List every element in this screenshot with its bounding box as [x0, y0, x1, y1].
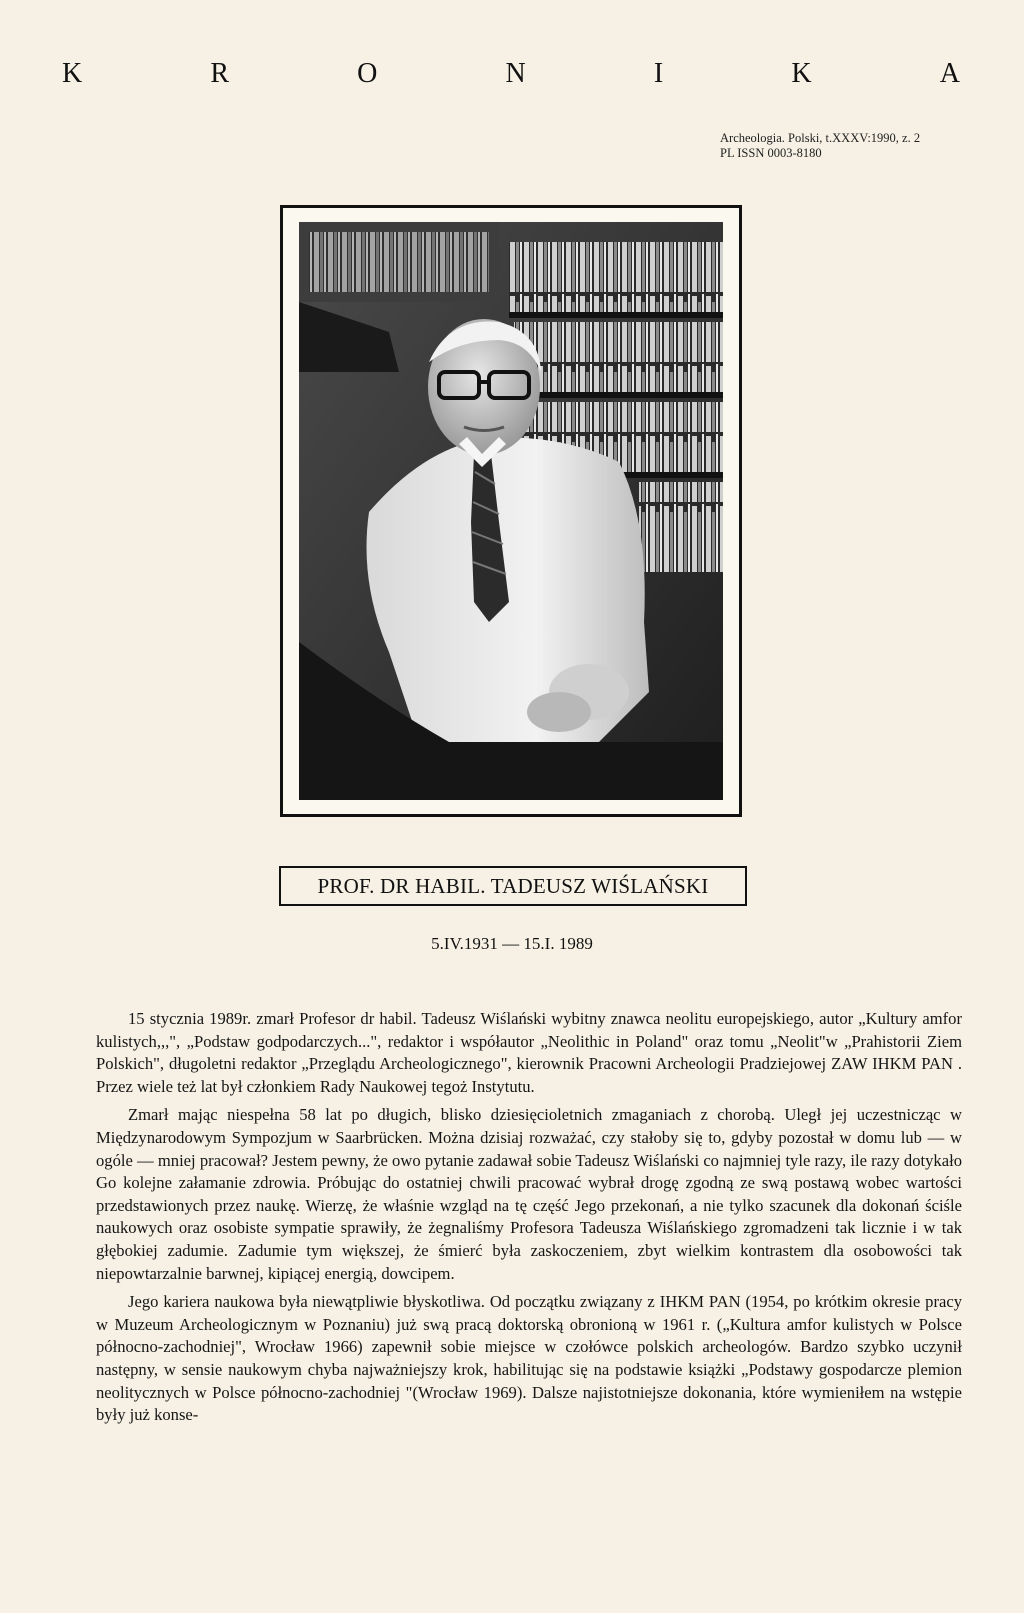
portrait-illustration [299, 222, 723, 800]
portrait-frame [280, 205, 742, 817]
section-letter: R [210, 58, 232, 89]
section-letter: K [791, 58, 814, 89]
section-letter: K [62, 58, 85, 89]
paragraph: Jego kariera naukowa była niewątpliwie błyskotliwa. Od początku związany z IHKM PAN (1954, po krótkim okresie pracy w Muzeum Archeologicznym w Poznaniu) już swą pracą doktorską obronioną w 1961 r. („Kultura amfor kulistych w Polsce północno-zachodniej", Wrocław 1966) zapewnił sobie miejsce w czołówce polskich archeologów. Bardzo szybko uczynił następny, w sensie naukowym chyba najważniejszy krok, habilitując się na podstawie książki „Podstawy gospodarcze plemion neolitycznych w Polsce północno-zachodniej "(Wrocław 1969). Dalsze najistotniejsze dokonania, które wymieniłem na wstępie były już konse- [96, 1292, 962, 1425]
obituary-name: PROF. DR HABIL. TADEUSZ WIŚLAŃSKI [279, 866, 747, 906]
portrait-photo [299, 222, 723, 800]
journal-citation [720, 131, 920, 161]
section-title-kronika [62, 58, 962, 90]
citation-issn: PL ISSN 0003-8180 [720, 146, 822, 160]
citation-journal: Archeologia. Polski, t.XXXV:1990, z. 2 [720, 131, 921, 145]
section-letter: N [505, 58, 528, 89]
life-dates: 5.IV.1931 — 15.I. 1989 [431, 934, 593, 953]
section-letter: O [357, 58, 380, 89]
paragraph: Zmarł mając niespełna 58 lat po długich, blisko dziesięcioletnich zmaganiach z chorobą. Uległ jej uczestnicząc w Międzynarodowym Sympozjum w Saarbrücken. Można dzisiaj rozważać, czy stałoby się to, gdyby pozostał w domu lub — w ogóle — mniej pracował? Jestem pewny, że owo pytanie zadawał sobie Tadeusz Wiślański co najmniej tyle razy, ile razy dotykało Go kolejne załamanie zdrowia. Próbując do ostatniej chwili pracować wybrał drogę zgodną ze swą postawą wobec wartości przedstawionych przez naukę. Wierzę, że właśnie wzgląd na tę część Jego przekonań, a nie tylko szacunek dla dokonań ściśle naukowych oraz osobiste sympatie sprawiły, że żegnaliśmy Profesora Tadeusza Wiślańskiego zgromadzeni tak licznie i w tak głębokiej zadumie. Zadumie tym większej, że śmierć była zaskoczeniem, zbyt wielkim kontrastem dla osobowości tak niepowtarzalnie barwnej, kipiącej energią, dowcipem. [96, 1105, 962, 1283]
paragraph: 15 stycznia 1989r. zmarł Profesor dr habil. Tadeusz Wiślański wybitny znawca neolitu europejskiego, autor „Kultury amfor kulistych,,,", „Podstaw godpodarczych...", redaktor i współautor „Neolithic in Poland" oraz tomu „Neolit"w „Prahistorii Ziem Polskich", długoletni redaktor „Przeglądu Archeologicznego", kierownik Pracowni Archeologii Pradziejowej ZAW IHKM PAN . Przez wiele też lat był członkiem Rady Naukowej tegoż Instytutu. [96, 1009, 962, 1096]
section-letter: A [939, 58, 962, 89]
obituary-body [96, 1008, 962, 1433]
section-letter: I [653, 58, 666, 89]
